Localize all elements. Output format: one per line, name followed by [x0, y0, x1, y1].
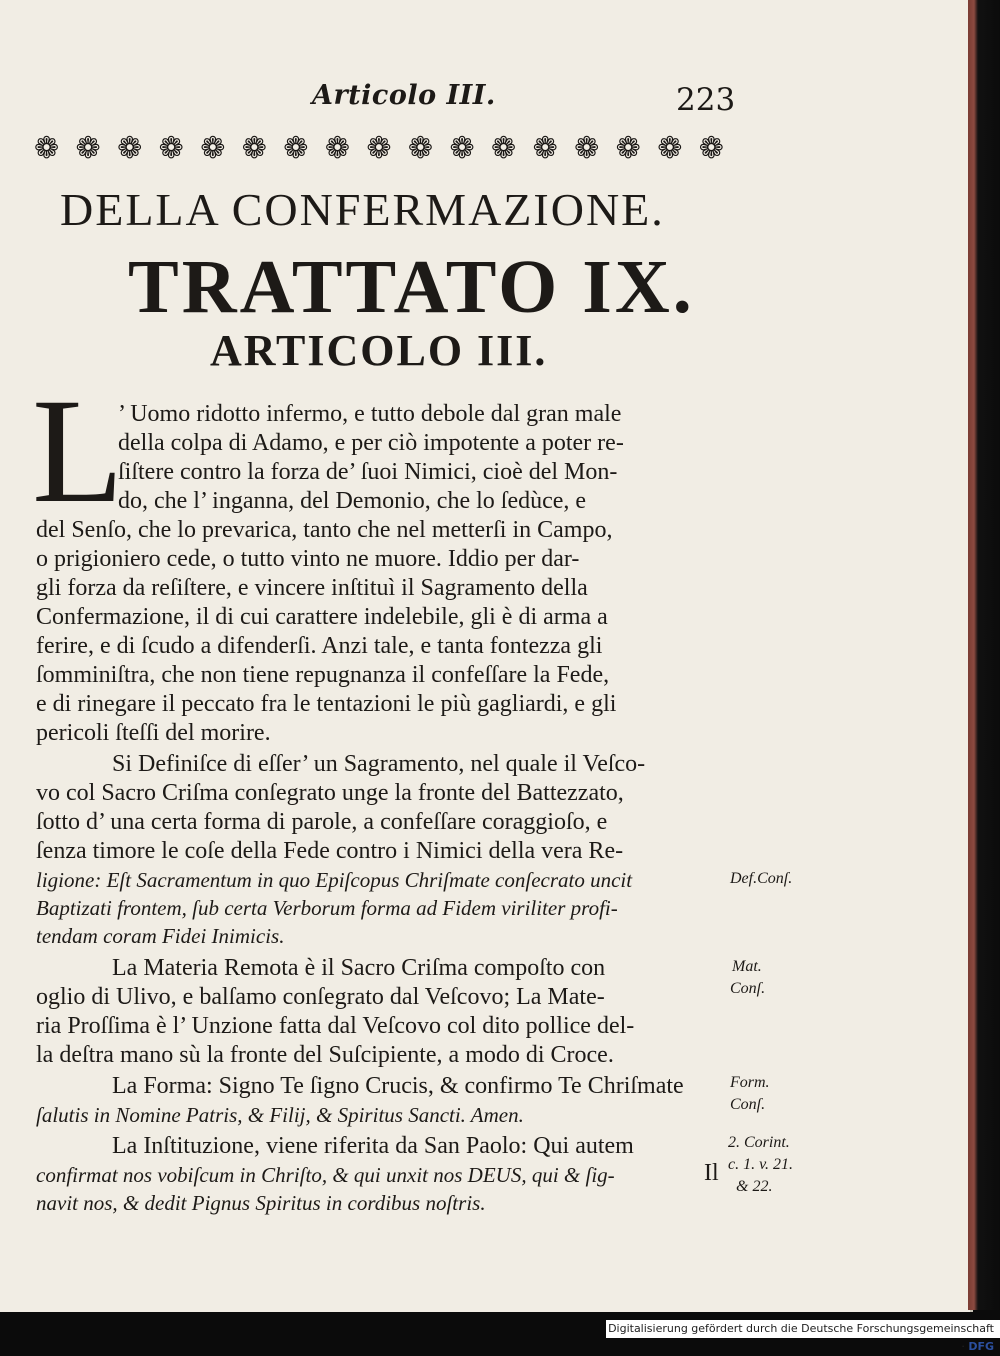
ornament-flower-icon: ❁	[366, 130, 392, 166]
ornament-flower-icon: ❁	[491, 130, 517, 166]
body-line: ſenza timore le coſe della Fede contro i Nimici della vera Re-	[36, 838, 624, 864]
ornament-flower-icon: ❁	[200, 130, 226, 166]
drop-cap: L	[32, 368, 124, 534]
ornament-flower-icon: ❁	[241, 130, 267, 166]
body-line: ’ Uomo ridotto infermo, e tutto debole dal gran male	[118, 401, 622, 427]
body-line: Confermazione, il di cui carattere indelebile, gli è di arma a	[36, 604, 608, 630]
ornament-flower-icon: ❁	[449, 130, 475, 166]
book-edge	[968, 0, 1000, 1310]
body-line: ria Proſſima è l’ Unzione fatta dal Veſcovo col dito pollice del-	[36, 1013, 635, 1039]
body-line: La Forma: Signo Te ſigno Crucis, & confirmo Te Chriſmate	[112, 1073, 684, 1099]
margin-note: Mat.	[732, 958, 762, 975]
body-line: o prigioniero cede, o tutto vinto ne muore. Iddio per dar-	[36, 546, 580, 572]
body-line: ferire, e di ſcudo a difenderſi. Anzi tale, e tanta fontezza gli	[36, 633, 603, 659]
ornament-flower-icon: ❁	[158, 130, 184, 166]
margin-note: Conſ.	[730, 1096, 766, 1113]
margin-note: c. 1. v. 21.	[728, 1156, 794, 1173]
body-line: oglio di Ulivo, e balſamo conſegrato dal Veſcovo; La Mate-	[36, 984, 605, 1010]
ornamental-border	[34, 130, 724, 166]
ornament-flower-icon: ❁	[34, 130, 60, 166]
ornament-flower-icon: ❁	[324, 130, 350, 166]
ornament-flower-icon: ❁	[117, 130, 143, 166]
body-line: navit nos, & dedit Pignus Spiritus in cordibus noſtris.	[36, 1191, 486, 1215]
body-line: ſalutis in Nomine Patris, & Filij, & Spiritus Sancti. Amen.	[36, 1103, 524, 1127]
body-line: La Materia Remota è il Sacro Criſma compoſto con	[112, 955, 606, 981]
body-line: pericoli ſteſſi del morire.	[36, 720, 271, 746]
digitization-credit: Digitalisierung gefördert durch die Deutsche Forschungsgemeinschaft · DFG	[606, 1320, 1000, 1338]
margin-note: Def.Conſ.	[730, 870, 793, 887]
body-line: della colpa di Adamo, e per ciò impotente a poter re-	[118, 430, 624, 456]
body-line: del Senſo, che lo prevarica, tanto che nel metterſi in Campo,	[36, 517, 613, 543]
body-line: ligione: Eſt Sacramentum in quo Epiſcopus Chriſmate conſecrato uncit	[36, 868, 633, 892]
ornament-flower-icon: ❁	[657, 130, 683, 166]
body-line: do, che l’ inganna, del Demonio, che lo ſedùce, e	[118, 488, 587, 514]
body-line: ſotto d’ una certa forma di parole, a confeſſare coraggioſo, e	[36, 809, 608, 835]
body-line: Baptizati frontem, ſub certa Verborum forma ad Fidem viriliter profi-	[36, 896, 618, 920]
section-heading: DELLA CONFERMAZIONE.	[60, 184, 665, 235]
dfg-logo: DFG	[968, 1340, 994, 1353]
ornament-flower-icon: ❁	[75, 130, 101, 166]
margin-note: 2. Corint.	[728, 1134, 790, 1151]
body-line: e di rinegare il peccato fra le tentazioni le più gagliardi, e gli	[36, 691, 617, 717]
body-line: ſiſtere contro la forza de’ ſuoi Nimici, cioè del Mon-	[118, 459, 618, 485]
catchword: Il	[704, 1160, 719, 1186]
margin-note: & 22.	[736, 1178, 773, 1195]
treatise-heading: TRATTATO IX.	[128, 245, 695, 329]
body-line: gli forza da reſiſtere, e vincere inſtituì il Sagramento della	[36, 575, 588, 601]
body-line: tendam coram Fidei Inimicis.	[36, 924, 285, 948]
article-heading: ARTICOLO III.	[210, 326, 548, 375]
credit-text: Digitalisierung gefördert durch die Deutsche Forschungsgemeinschaft	[608, 1322, 994, 1335]
ornament-flower-icon: ❁	[283, 130, 309, 166]
body-line: la deſtra mano sù la fronte del Suſcipiente, a modo di Croce.	[36, 1042, 614, 1068]
ornament-flower-icon: ❁	[698, 130, 724, 166]
running-head-title: Articolo III.	[312, 80, 496, 111]
body-line: La Inſtituzione, viene riferita da San Paolo: Qui autem	[112, 1133, 634, 1159]
ornament-flower-icon: ❁	[615, 130, 641, 166]
body-line: Si Definiſce di eſſer’ un Sagramento, nel quale il Veſco-	[112, 751, 646, 777]
margin-note: Form.	[730, 1074, 770, 1091]
page-number: 223	[676, 82, 736, 118]
body-line: ſomminiſtra, che non tiene repugnanza il confeſſare la Fede,	[36, 662, 610, 688]
ornament-flower-icon: ❁	[407, 130, 434, 166]
ornament-flower-icon: ❁	[574, 130, 600, 166]
ornament-flower-icon: ❁	[532, 130, 558, 166]
margin-note: Conſ.	[730, 980, 766, 997]
body-line: vo col Sacro Criſma conſegrato unge la fronte del Battezzato,	[36, 780, 624, 806]
body-line: confirmat nos vobiſcum in Chriſto, & qui unxit nos DEUS, qui & ſig-	[36, 1163, 615, 1187]
